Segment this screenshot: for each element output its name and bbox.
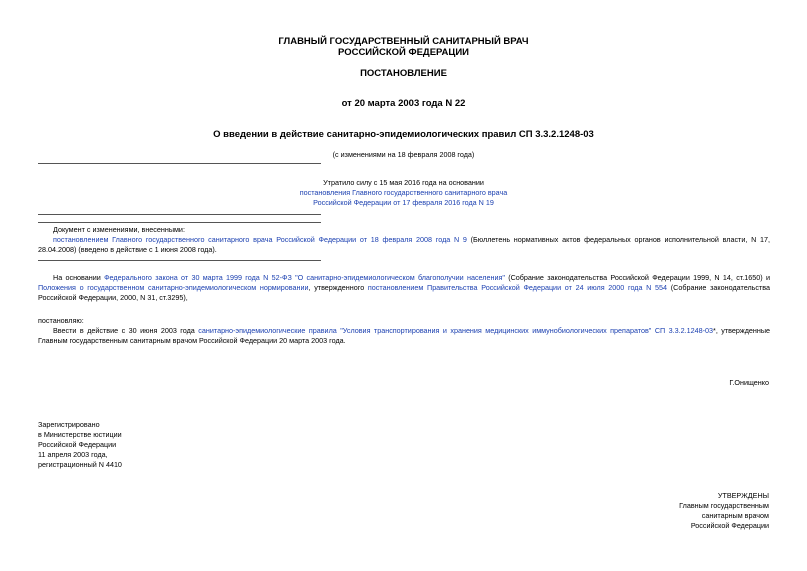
basis-prefix: На основании xyxy=(53,273,105,282)
approved-block xyxy=(679,491,769,531)
divider xyxy=(38,222,321,223)
basis-paragraph xyxy=(38,273,770,303)
approved-line: Главным государственным xyxy=(679,501,769,510)
decree-prefix: Ввести в действие с 30 июня 2003 года xyxy=(53,326,199,335)
status-text: Утратило силу с 15 мая 2016 года на основании xyxy=(323,178,484,187)
status-link-line-2[interactable]: Российской Федерации от 17 февраля 2016 года N 19 xyxy=(313,198,494,207)
divider xyxy=(38,214,321,215)
changes-text xyxy=(38,235,770,255)
registration-line: в Министерстве юстиции xyxy=(38,430,122,439)
changes-rest: (Бюллетень нормативных актов федеральных органов исполнительной власти, N 17, 28.04.2008) (введено в действие с 1 июня 2008 года). xyxy=(38,235,770,254)
sanitary-rules-link[interactable]: санитарно-эпидемиологические правила "Условия транспортирования и хранения медицинских иммунобиологических препаратов" СП 3.3.2.1248-03 xyxy=(198,326,714,335)
changes-heading: Документ с изменениями, внесенными: xyxy=(53,225,185,234)
registration-line: 11 апреля 2003 года, xyxy=(38,450,108,459)
amendment-note: (с изменениями на 18 февраля 2008 года) xyxy=(332,150,475,159)
registration-line: Российской Федерации xyxy=(38,440,117,449)
decree-paragraph xyxy=(38,326,770,346)
date-number: от 20 марта 2003 года N 22 xyxy=(341,98,466,109)
decree-suffix: *, утвержденные Главным государственным санитарным врачом Российской Федерации 20 марта 2003 года. xyxy=(38,326,771,345)
approved-line: Российской Федерации xyxy=(690,521,769,530)
status-link-line-1[interactable]: постановления Главного государственного санитарного врача xyxy=(299,188,508,197)
page-title: О введении в действие санитарно-эпидемиологических правил СП 3.3.2.1248-03 xyxy=(213,129,594,140)
approved-line: санитарным врачом xyxy=(701,511,769,520)
signature: Г.Онищенко xyxy=(729,378,769,387)
registration-block xyxy=(38,420,122,470)
changes-link[interactable]: постановлением Главного государственного санитарного врача Российской Федерации от 18 февраля 2008 года N 9 xyxy=(53,235,467,244)
decree-label: постановляю: xyxy=(38,316,84,325)
authority-line-1: ГЛАВНЫЙ ГОСУДАРСТВЕННЫЙ САНИТАРНЫЙ ВРАЧ xyxy=(278,36,529,47)
federal-law-link[interactable]: Федерального закона от 30 марта 1999 года N 52-ФЗ "О санитарно-эпидемиологическом благополучии населения" xyxy=(104,273,505,282)
divider xyxy=(38,163,321,164)
government-decree-link[interactable]: постановлением Правительства Российской Федерации от 24 июля 2000 года N 554 xyxy=(367,283,668,292)
document-type: ПОСТАНОВЛЕНИЕ xyxy=(360,68,447,79)
registration-line: Зарегистрировано xyxy=(38,420,100,429)
changes-block xyxy=(38,225,770,255)
approved-line: УТВЕРЖДЕНЫ xyxy=(717,491,769,500)
authority-line-2: РОССИЙСКОЙ ФЕДЕРАЦИИ xyxy=(337,47,469,58)
basis-mid-2: , утвержденного xyxy=(308,283,368,292)
divider xyxy=(38,260,321,261)
registration-line: регистрационный N 4410 xyxy=(38,460,122,469)
basis-mid-1: (Собрание законодательства Российской Федерации 1999, N 14, ст.1650) и xyxy=(504,273,770,282)
basis-suffix: (Собрание законодательства Российской Федерации, 2000, N 31, ст.3295), xyxy=(38,283,771,302)
regulation-link[interactable]: Положения о государственном санитарно-эпидемиологическом нормировании xyxy=(38,283,309,292)
